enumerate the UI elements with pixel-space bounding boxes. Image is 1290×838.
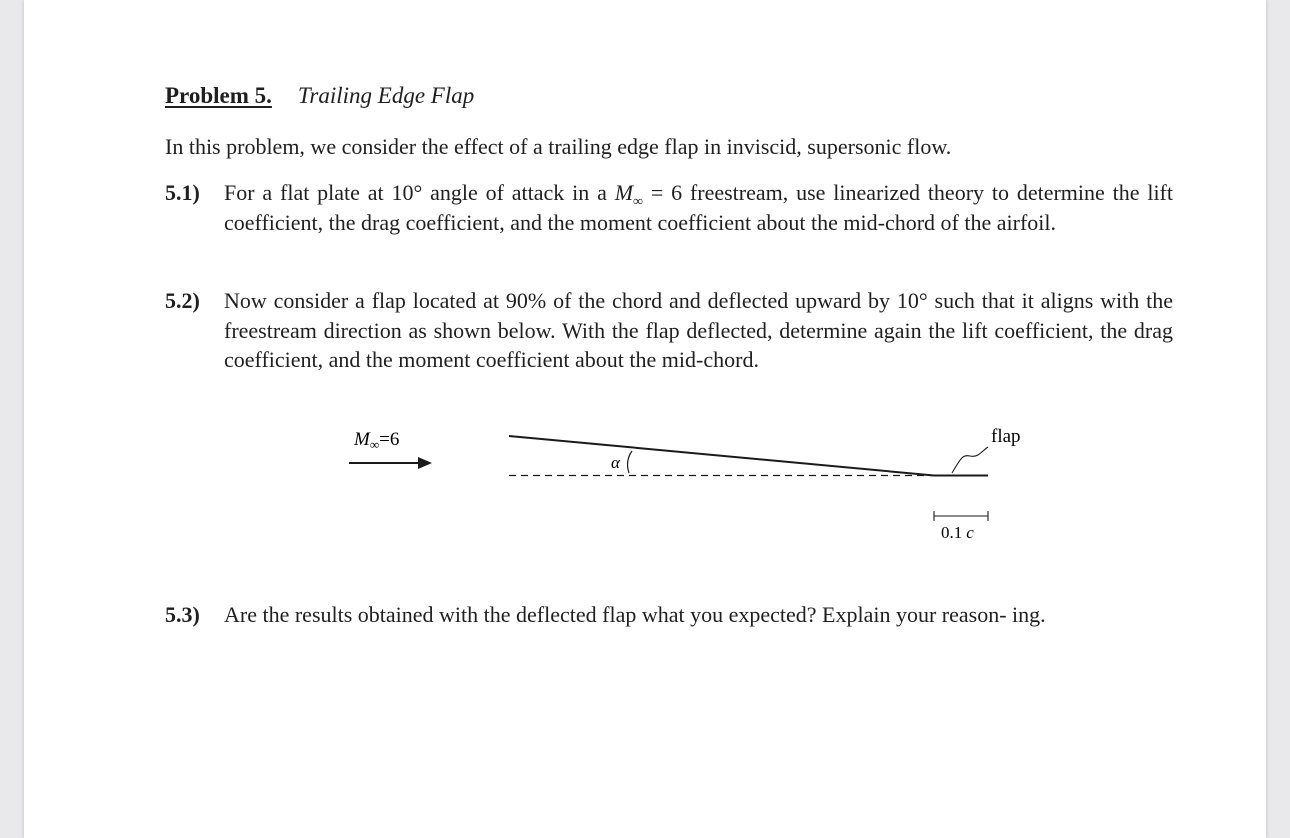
part-5-1	[165, 178, 1173, 237]
part-5-2	[165, 286, 1173, 375]
flap-label: flap	[991, 426, 1021, 447]
part-5-3	[165, 600, 1173, 630]
alpha-arc	[628, 451, 632, 473]
part-text: Now consider a flap located at 90% of the chord and deflected upward by 10° such that it aligns with the freestream direction as shown below. With the flap deflected, determine again the lift coefficient, the drag coefficient, and the moment coefficient about the mid-chord.	[224, 288, 1173, 372]
part-label: 5.3)	[165, 602, 200, 627]
part-text: For a flat plate at 10° angle of attack in a $M_\infty = 6$ freestream, use linearized theory to determine the lift coefficient, the drag coefficient, and the moment coefficient about the mid-chord of the airfoil.	[224, 180, 1173, 235]
dimension-label: 0.1 c	[941, 523, 974, 542]
problem-heading	[165, 83, 474, 109]
part-label: 5.2)	[165, 288, 200, 313]
airfoil-plate	[509, 436, 934, 476]
freestream-arrow	[349, 457, 432, 469]
problem-intro: In this problem, we consider the effect of a trailing edge flap in inviscid, supersonic flow.	[165, 134, 952, 159]
part-text: Are the results obtained with the deflected flap what you expected? Explain your reason- ing.	[224, 602, 1046, 627]
document-page	[24, 0, 1266, 838]
mach-label: $M_\infty=6$	[354, 429, 400, 452]
part-label: 5.1)	[165, 180, 200, 205]
flap-leader-line	[952, 447, 988, 473]
alpha-label: α	[611, 453, 620, 472]
flap-diagram	[24, 400, 1266, 600]
problem-title: Trailing Edge Flap	[297, 83, 475, 108]
problem-number: Problem 5.	[165, 83, 272, 108]
dimension-marker	[934, 511, 988, 521]
